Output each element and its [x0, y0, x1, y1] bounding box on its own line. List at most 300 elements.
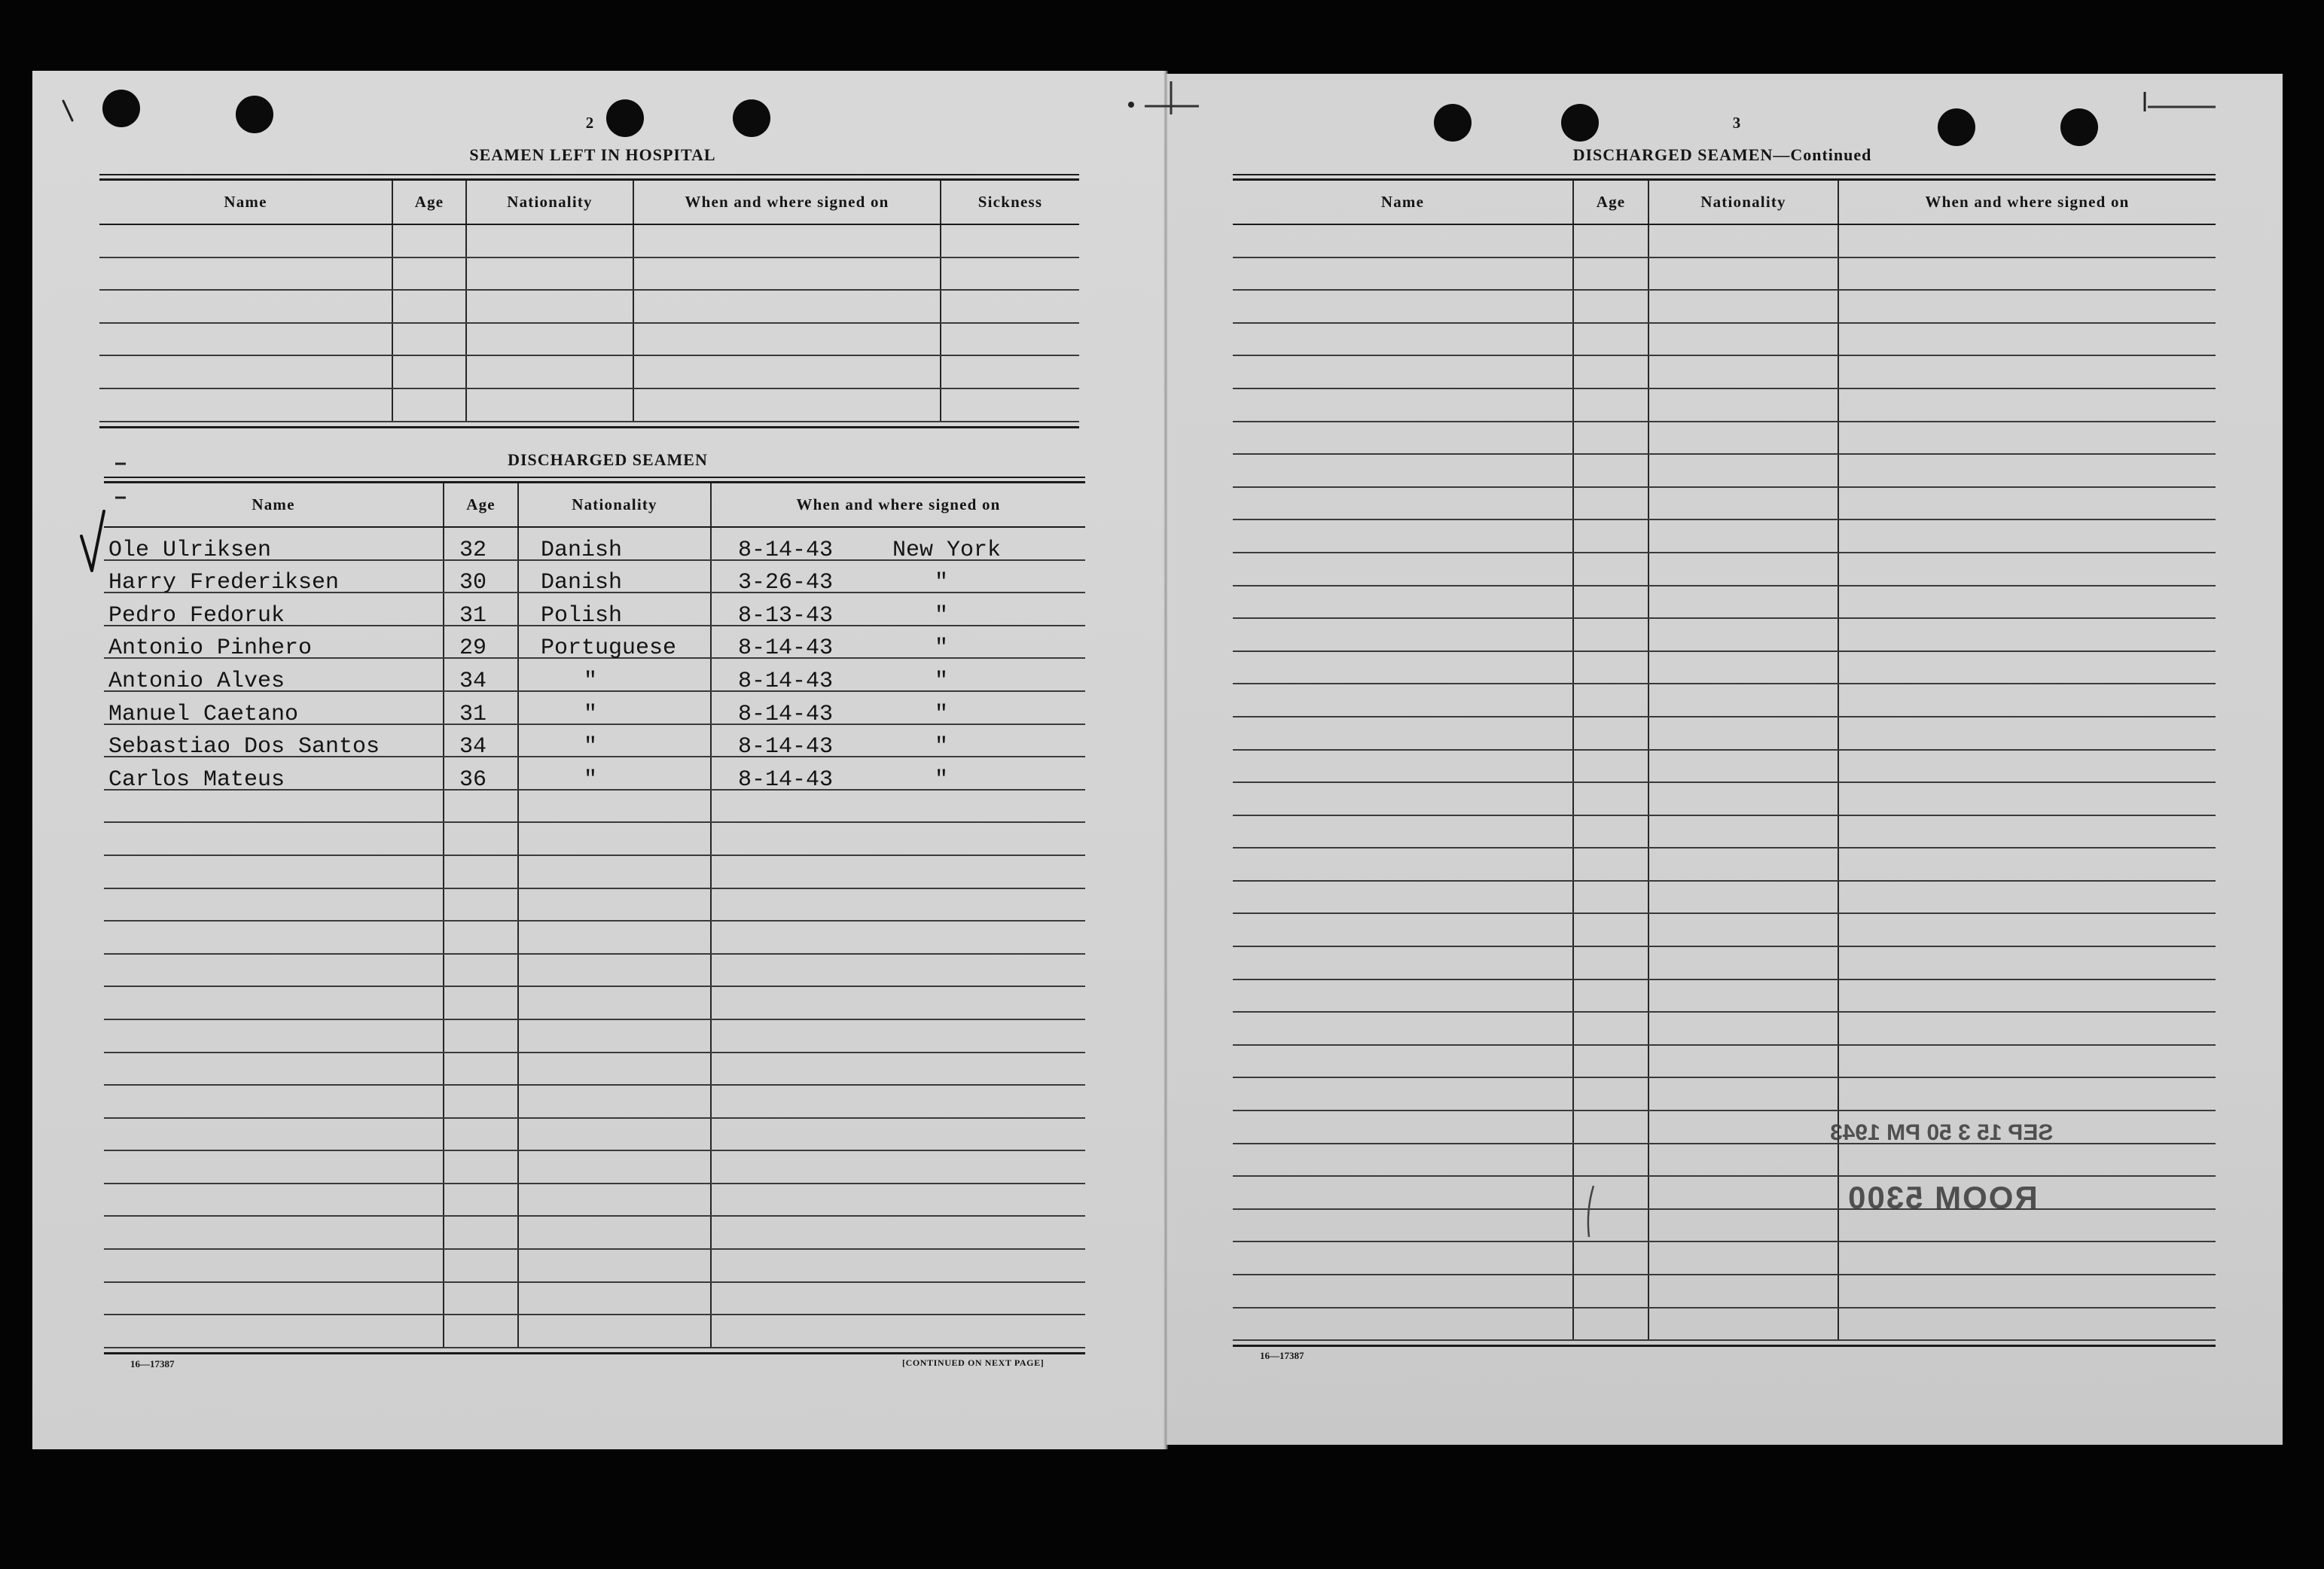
table-cell — [1839, 717, 2216, 749]
name-cell — [104, 725, 444, 760]
age-cell — [444, 659, 519, 694]
signed-on-cell — [712, 593, 1085, 629]
table-cell — [519, 1053, 712, 1085]
table-cell — [104, 987, 444, 1019]
table-cell — [1839, 619, 2216, 650]
received-stamp-room: ROOM 5300 — [1847, 1180, 2038, 1215]
table-cell — [1574, 619, 1649, 650]
table-cell — [1574, 1111, 1649, 1143]
seaman-nationality: " — [584, 668, 598, 694]
table-cell — [712, 1315, 1085, 1347]
signed-on-cell — [712, 725, 1085, 760]
table-cell — [1839, 389, 2216, 421]
table-cell — [1233, 914, 1574, 946]
table-cell — [519, 1119, 712, 1150]
table-row — [1233, 1046, 2216, 1079]
table-row — [1233, 848, 2216, 882]
table-cell — [712, 922, 1085, 953]
table-row — [1233, 553, 2216, 586]
table-cell — [444, 1053, 519, 1085]
table-cell — [444, 856, 519, 888]
signed-on-place: " — [935, 734, 949, 760]
seaman-nationality: Danish — [541, 570, 623, 596]
signed-on-cell — [712, 561, 1085, 596]
table-cell — [1233, 455, 1574, 486]
table-row — [1233, 1078, 2216, 1111]
signed-on-cell — [712, 757, 1085, 793]
table-cell — [1574, 848, 1649, 880]
nationality-cell — [519, 757, 712, 793]
age-cell — [444, 593, 519, 629]
punch-hole — [236, 96, 273, 133]
table-cell — [1233, 1242, 1574, 1274]
table-cell — [393, 258, 467, 290]
discharged-table — [104, 477, 1085, 1354]
table-row — [1233, 717, 2216, 751]
table-row — [1233, 619, 2216, 652]
table-header — [104, 483, 1085, 528]
punch-hole — [606, 99, 644, 137]
table-cell — [1649, 947, 1839, 979]
table-cell — [1574, 1177, 1649, 1208]
table-row — [1233, 684, 2216, 717]
name-cell — [104, 757, 444, 793]
seaman-age: 31 — [459, 602, 487, 629]
table-cell — [634, 291, 941, 322]
table-cell — [99, 225, 393, 257]
table-cell — [393, 324, 467, 355]
signed-on-date: 8-13-43 — [738, 602, 834, 629]
table-row — [1233, 1242, 2216, 1275]
signed-on-place: " — [935, 602, 949, 629]
table-row — [1233, 488, 2216, 521]
table-cell — [393, 291, 467, 322]
table-cell — [1649, 914, 1839, 946]
table-cell — [1574, 520, 1649, 552]
header-nationality: Nationality — [519, 483, 712, 526]
table-cell — [1649, 1242, 1839, 1274]
signed-on-place: " — [935, 701, 949, 727]
table-row — [104, 823, 1085, 856]
seaman-age: 36 — [459, 766, 487, 793]
table-cell — [712, 1020, 1085, 1052]
table-cell — [1649, 1275, 1839, 1307]
seaman-row — [104, 561, 1085, 594]
table-cell — [1839, 258, 2216, 290]
table-row — [99, 324, 1079, 357]
table-cell — [467, 291, 634, 322]
table-cell — [1574, 1309, 1649, 1340]
table-cell — [634, 356, 941, 388]
seaman-name: Antonio Pinhero — [108, 635, 313, 662]
table-cell — [1233, 1177, 1574, 1208]
table-cell — [1649, 258, 1839, 290]
table-cell — [444, 987, 519, 1019]
form-number-left: 16—17387 — [130, 1358, 175, 1369]
table-cell — [1233, 652, 1574, 684]
table-row — [1233, 586, 2216, 620]
table-cell — [1574, 553, 1649, 585]
punch-hole — [102, 90, 140, 127]
table-cell — [1649, 816, 1839, 848]
age-cell — [444, 725, 519, 760]
table-cell — [1649, 751, 1839, 782]
double-rule — [1233, 174, 2216, 181]
hospital-table — [99, 174, 1079, 428]
table-cell — [1574, 717, 1649, 749]
double-rule — [104, 1348, 1085, 1354]
table-cell — [1233, 586, 1574, 618]
table-cell — [1233, 1210, 1574, 1241]
table-cell — [104, 1151, 444, 1183]
table-cell — [1649, 1177, 1839, 1208]
table-cell — [1839, 520, 2216, 552]
table-cell — [519, 1184, 712, 1216]
seaman-age: 32 — [459, 537, 487, 563]
table-body — [104, 528, 1085, 1348]
table-cell — [634, 225, 941, 257]
table-cell — [1233, 947, 1574, 979]
table-cell — [1574, 783, 1649, 815]
table-cell — [104, 1053, 444, 1085]
table-cell — [1233, 291, 1574, 322]
table-cell — [1649, 1210, 1839, 1241]
table-cell — [712, 823, 1085, 855]
table-cell — [1649, 652, 1839, 684]
table-cell — [1233, 422, 1574, 454]
header-sickness: Sickness — [977, 193, 1043, 211]
table-row — [1233, 422, 2216, 455]
signed-on-date: 3-26-43 — [738, 570, 834, 596]
table-cell — [104, 922, 444, 953]
table-cell — [1574, 1078, 1649, 1110]
table-cell — [712, 1053, 1085, 1085]
table-cell — [444, 1250, 519, 1281]
signed-on-cell — [712, 692, 1085, 727]
header-name: Name — [99, 181, 393, 224]
table-cell — [1649, 1144, 1839, 1176]
table-cell — [1649, 783, 1839, 815]
header-name: Name — [1233, 181, 1574, 224]
table-cell — [1649, 291, 1839, 322]
table-cell — [1839, 291, 2216, 322]
table-cell — [1233, 520, 1574, 552]
table-row — [1233, 914, 2216, 947]
name-cell — [104, 561, 444, 596]
table-cell — [712, 1283, 1085, 1315]
table-cell — [1574, 947, 1649, 979]
table-row — [1233, 652, 2216, 685]
seaman-nationality: " — [584, 701, 598, 727]
table-row — [99, 291, 1079, 324]
continued-note: [CONTINUED ON NEXT PAGE] — [902, 1357, 1045, 1368]
table-cell — [519, 1151, 712, 1183]
table-cell — [393, 389, 467, 421]
seaman-row — [104, 692, 1085, 725]
signed-on-date: 8-14-43 — [738, 766, 834, 793]
table-row — [104, 1250, 1085, 1283]
table-cell — [1649, 980, 1839, 1012]
seaman-row — [104, 626, 1085, 660]
table-cell — [519, 987, 712, 1019]
table-cell — [467, 324, 634, 355]
punch-hole — [1434, 104, 1472, 142]
table-cell — [1839, 816, 2216, 848]
age-cell — [444, 528, 519, 563]
table-cell — [1574, 652, 1649, 684]
table-row — [104, 987, 1085, 1020]
table-cell — [1233, 553, 1574, 585]
signed-on-place: " — [935, 570, 949, 596]
table-cell — [519, 1086, 712, 1117]
table-cell — [1233, 225, 1574, 257]
table-row — [104, 791, 1085, 824]
header-name: Name — [104, 483, 444, 526]
table-row — [104, 1283, 1085, 1316]
table-row — [1233, 258, 2216, 291]
table-cell — [941, 225, 1079, 257]
table-cell — [1574, 980, 1649, 1012]
punch-hole — [1938, 108, 1975, 146]
table-cell — [1233, 488, 1574, 519]
table-row — [99, 258, 1079, 291]
table-row — [1233, 1144, 2216, 1178]
table-cell — [393, 356, 467, 388]
table-row — [1233, 1111, 2216, 1144]
punch-hole — [1561, 104, 1599, 142]
table-cell — [1649, 324, 1839, 355]
table-row — [1233, 783, 2216, 816]
table-cell — [1233, 751, 1574, 782]
seaman-age: 31 — [459, 701, 487, 727]
table-cell — [467, 225, 634, 257]
seaman-name: Sebastiao Dos Santos — [108, 734, 380, 760]
double-rule — [99, 174, 1079, 181]
table-cell — [1574, 586, 1649, 618]
table-cell — [99, 356, 393, 388]
table-cell — [1233, 1111, 1574, 1143]
table-header — [1233, 181, 2216, 225]
table-cell — [1574, 356, 1649, 388]
table-cell — [1574, 455, 1649, 486]
table-cell — [1233, 816, 1574, 848]
table-cell — [1649, 717, 1839, 749]
table-cell — [1574, 751, 1649, 782]
table-cell — [712, 1086, 1085, 1117]
table-cell — [1839, 1144, 2216, 1176]
header-signed-on: When and where signed on — [796, 495, 1001, 513]
table-cell — [1839, 553, 2216, 585]
signed-on-date: 8-14-43 — [738, 701, 834, 727]
table-cell — [1839, 684, 2216, 716]
seaman-age: 30 — [459, 570, 487, 596]
table-cell — [1233, 1275, 1574, 1307]
signed-on-place: " — [935, 766, 949, 793]
table-row — [104, 1020, 1085, 1053]
table-cell — [712, 856, 1085, 888]
table-cell — [1574, 1013, 1649, 1044]
name-cell — [104, 692, 444, 727]
table-cell — [1574, 1210, 1649, 1241]
table-row — [99, 389, 1079, 422]
table-cell — [634, 324, 941, 355]
table-cell — [712, 889, 1085, 921]
table-cell — [712, 1151, 1085, 1183]
table-cell — [941, 324, 1079, 355]
table-cell — [99, 291, 393, 322]
table-cell — [1233, 389, 1574, 421]
table-cell — [1233, 619, 1574, 650]
table-cell — [1233, 980, 1574, 1012]
discharged-section-title: DISCHARGED SEAMEN — [508, 450, 708, 469]
received-stamp-date: SEP 15 3 50 PM 1943 — [1830, 1120, 2054, 1145]
seaman-age: 34 — [459, 668, 487, 694]
table-cell — [941, 258, 1079, 290]
table-row — [99, 356, 1079, 389]
seaman-name: Antonio Alves — [108, 668, 285, 694]
table-cell — [1649, 488, 1839, 519]
table-cell — [1839, 783, 2216, 815]
table-cell — [393, 225, 467, 257]
seaman-nationality: Polish — [541, 602, 623, 629]
table-cell — [444, 1086, 519, 1117]
table-cell — [1574, 324, 1649, 355]
table-cell — [941, 389, 1079, 421]
header-nationality: Nationality — [467, 181, 634, 224]
table-cell — [1574, 684, 1649, 716]
table-cell — [1649, 882, 1839, 913]
table-cell — [1839, 1078, 2216, 1110]
table-cell — [1233, 356, 1574, 388]
table-cell — [1574, 488, 1649, 519]
table-cell — [519, 856, 712, 888]
table-cell — [712, 791, 1085, 822]
table-cell — [467, 258, 634, 290]
table-cell — [1574, 816, 1649, 848]
table-row — [104, 922, 1085, 955]
table-row — [1233, 225, 2216, 258]
signed-on-date: 8-14-43 — [738, 734, 834, 760]
signed-on-place: " — [935, 668, 949, 694]
table-cell — [1233, 1078, 1574, 1110]
table-cell — [104, 1283, 444, 1315]
table-cell — [1574, 389, 1649, 421]
table-row — [1233, 1013, 2216, 1046]
table-cell — [1839, 225, 2216, 257]
nationality-cell — [519, 561, 712, 596]
table-cell — [941, 356, 1079, 388]
seaman-row — [104, 725, 1085, 758]
header-age: Age — [1574, 181, 1649, 224]
seaman-age: 34 — [459, 734, 487, 760]
nationality-cell — [519, 659, 712, 694]
table-cell — [104, 1315, 444, 1347]
table-cell — [1839, 1046, 2216, 1077]
table-cell — [1233, 1309, 1574, 1340]
table-cell — [712, 1184, 1085, 1216]
hospital-section-title: SEAMEN LEFT IN HOSPITAL — [469, 145, 716, 164]
discharged-continued-table — [1233, 174, 2216, 1347]
table-cell — [1649, 1111, 1839, 1143]
table-cell — [1233, 1046, 1574, 1077]
table-cell — [104, 1119, 444, 1150]
table-cell — [1839, 422, 2216, 454]
table-cell — [1839, 980, 2216, 1012]
table-cell — [1649, 619, 1839, 650]
table-cell — [1839, 1275, 2216, 1307]
table-cell — [1233, 258, 1574, 290]
table-cell — [467, 356, 634, 388]
table-row — [1233, 389, 2216, 422]
seaman-age: 29 — [459, 635, 487, 662]
table-row — [1233, 1210, 2216, 1243]
table-cell — [1839, 324, 2216, 355]
table-cell — [1649, 389, 1839, 421]
table-cell — [1233, 1144, 1574, 1176]
table-row — [1233, 291, 2216, 324]
table-cell — [104, 856, 444, 888]
table-cell — [1233, 848, 1574, 880]
table-row — [104, 1315, 1085, 1348]
table-cell — [1649, 553, 1839, 585]
name-cell — [104, 593, 444, 629]
page-number-right: 3 — [1732, 114, 1741, 132]
table-cell — [1649, 1078, 1839, 1110]
table-cell — [1839, 882, 2216, 913]
table-cell — [104, 889, 444, 921]
name-cell — [104, 528, 444, 563]
table-cell — [1839, 947, 2216, 979]
table-cell — [1233, 717, 1574, 749]
seaman-row — [104, 528, 1085, 561]
table-row — [1233, 1275, 2216, 1309]
table-cell — [99, 258, 393, 290]
seaman-row — [104, 659, 1085, 692]
table-cell — [1839, 1013, 2216, 1044]
table-row — [1233, 980, 2216, 1013]
table-body — [99, 225, 1079, 422]
table-cell — [519, 1250, 712, 1281]
age-cell — [444, 561, 519, 596]
table-cell — [1839, 751, 2216, 782]
table-cell — [1233, 1013, 1574, 1044]
signed-on-place: New York — [892, 537, 1002, 563]
table-cell — [444, 1184, 519, 1216]
nationality-cell — [519, 626, 712, 662]
table-cell — [1649, 520, 1839, 552]
table-cell — [1649, 586, 1839, 618]
table-header — [99, 181, 1079, 225]
table-cell — [1649, 1013, 1839, 1044]
table-cell — [1574, 1046, 1649, 1077]
table-cell — [941, 291, 1079, 322]
table-cell — [712, 987, 1085, 1019]
nationality-cell — [519, 725, 712, 760]
table-cell — [634, 258, 941, 290]
table-row — [1233, 324, 2216, 357]
table-cell — [104, 1217, 444, 1248]
double-rule — [104, 477, 1085, 483]
table-cell — [444, 889, 519, 921]
table-cell — [1649, 356, 1839, 388]
table-cell — [1839, 488, 2216, 519]
table-cell — [1839, 586, 2216, 618]
table-cell — [519, 889, 712, 921]
age-cell — [444, 757, 519, 793]
table-row — [1233, 751, 2216, 784]
page-fold — [1164, 71, 1168, 1449]
seaman-row — [104, 593, 1085, 629]
